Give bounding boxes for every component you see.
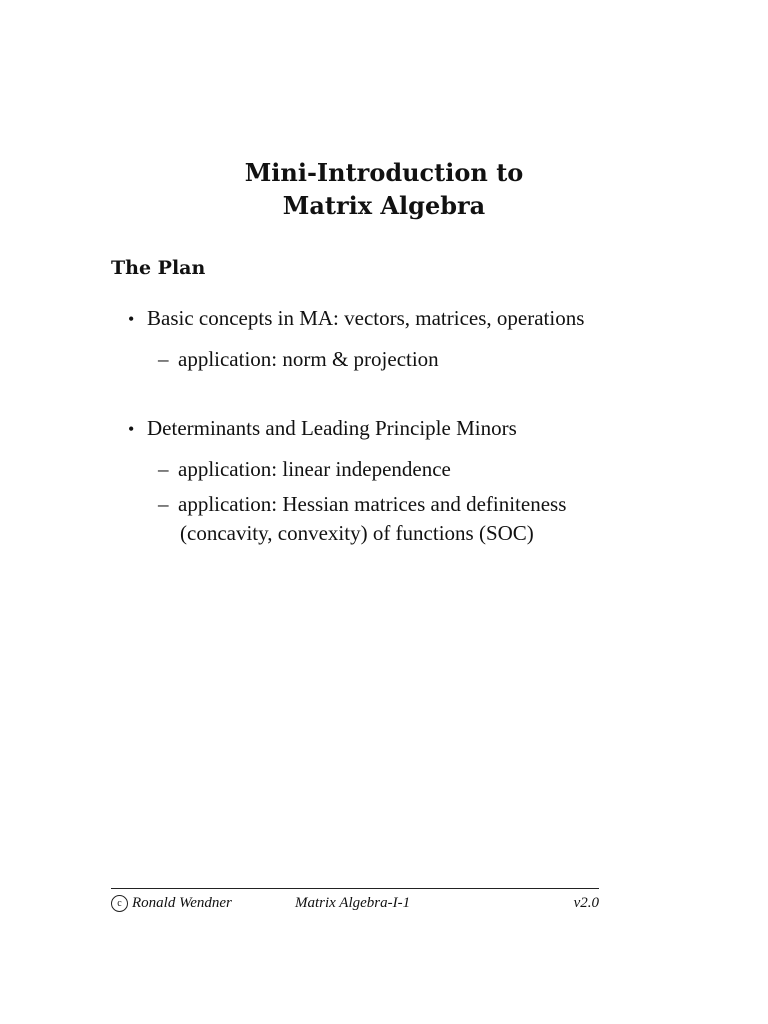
- sub-item-text: application: linear independence: [178, 457, 451, 481]
- sub-item-text: application: norm & projection: [178, 347, 439, 371]
- footer-page-label: Matrix Algebra-I-1: [295, 895, 411, 911]
- dash-icon: –: [158, 492, 169, 516]
- copyright-icon: c: [111, 895, 128, 912]
- footer-author-name: Ronald Wendner: [132, 895, 232, 911]
- section-heading: The Plan: [111, 257, 206, 279]
- slide-title: [0, 156, 768, 222]
- footer-version: v2.0: [573, 895, 599, 911]
- title-line-2: Matrix Algebra: [282, 191, 486, 220]
- bullet-item: [128, 414, 517, 443]
- dash-icon: –: [158, 457, 169, 481]
- footer-author: [111, 893, 232, 913]
- bullet-item: [128, 304, 584, 333]
- bullet-icon: •: [128, 309, 135, 329]
- bullet-icon: •: [128, 419, 135, 439]
- sub-item-text-line-2: (concavity, convexity) of functions (SOC): [180, 521, 534, 545]
- sub-item: [158, 490, 566, 548]
- dash-icon: –: [158, 347, 169, 371]
- sub-item: [158, 455, 451, 484]
- footer: [111, 893, 599, 915]
- bullet-text: Basic concepts in MA: vectors, matrices, operations: [147, 306, 585, 330]
- title-line-1: Mini-Introduction to: [244, 158, 524, 187]
- footer-divider: [111, 888, 599, 889]
- sub-item: [158, 345, 439, 374]
- bullet-text: Determinants and Leading Principle Minors: [147, 416, 517, 440]
- sub-item-text-line-1: application: Hessian matrices and definiteness: [178, 492, 567, 516]
